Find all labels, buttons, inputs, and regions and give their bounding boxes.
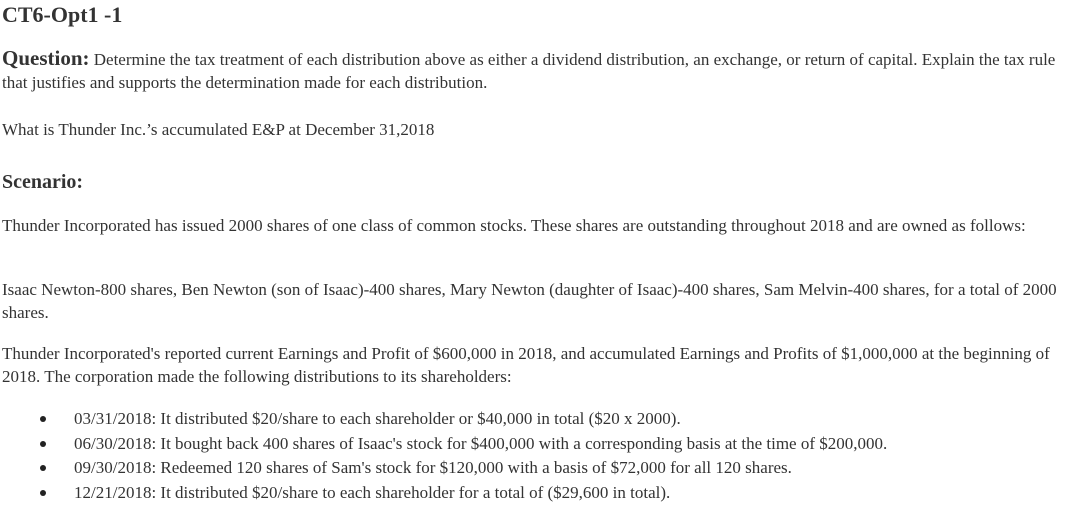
list-item: [2, 481, 1081, 506]
distribution-text: 03/31/2018: It distributed $20/share to each shareholder or $40,000 in total ($20 x 2000).: [74, 409, 681, 428]
ep-question: What is Thunder Inc.’s accumulated E&P at December 31,2018: [2, 120, 435, 139]
bullet-icon: [40, 416, 46, 422]
bullet-icon: [40, 490, 46, 496]
distribution-text: 12/21/2018: It distributed $20/share to each shareholder for a total of ($29,600 in total).: [74, 482, 671, 502]
scenario-paragraph-shares-issued: Thunder Incorporated has issued 2000 shares of one class of common stocks. These shares are outstanding throughout 2018 and are owned as follows:: [2, 216, 1026, 235]
question-paragraph: [2, 47, 1081, 94]
distribution-text: 09/30/2018: Redeemed 120 shares of Sam's stock for $120,000 with a basis of $72,000 for all 120 shares.: [74, 458, 792, 477]
document-title: CT6-Opt1 -1: [2, 2, 123, 27]
question-text: Determine the tax treatment of each distribution above as either a dividend distribution, an exchange, or return of capital. Explain the tax rule that justifies and supports the determination made for each distribution.: [2, 50, 1056, 92]
list-item: [2, 456, 1081, 481]
list-item: [2, 432, 1081, 457]
distribution-list: [2, 407, 1081, 505]
question-label: Question:: [2, 46, 90, 70]
scenario-paragraph-earnings: Thunder Incorporated's reported current Earnings and Profit of $600,000 in 2018, and accumulated Earnings and Profits of $1,000,000 at the beginning of 2018. The corporation made the following distributions to its shareholders:: [2, 344, 1050, 386]
distribution-text: 06/30/2018: It bought back 400 shares of Isaac's stock for $400,000 with a corresponding basis at the time of $200,000.: [74, 433, 888, 453]
list-item: [2, 407, 1081, 432]
scenario-paragraph-ownership: Isaac Newton-800 shares, Ben Newton (son of Isaac)-400 shares, Mary Newton (daughter of Isaac)-400 shares, Sam Melvin-400 shares, for a total of 2000 shares.: [2, 280, 1057, 322]
bullet-icon: [40, 441, 46, 447]
bullet-icon: [40, 465, 46, 471]
scenario-heading: Scenario:: [2, 171, 84, 193]
